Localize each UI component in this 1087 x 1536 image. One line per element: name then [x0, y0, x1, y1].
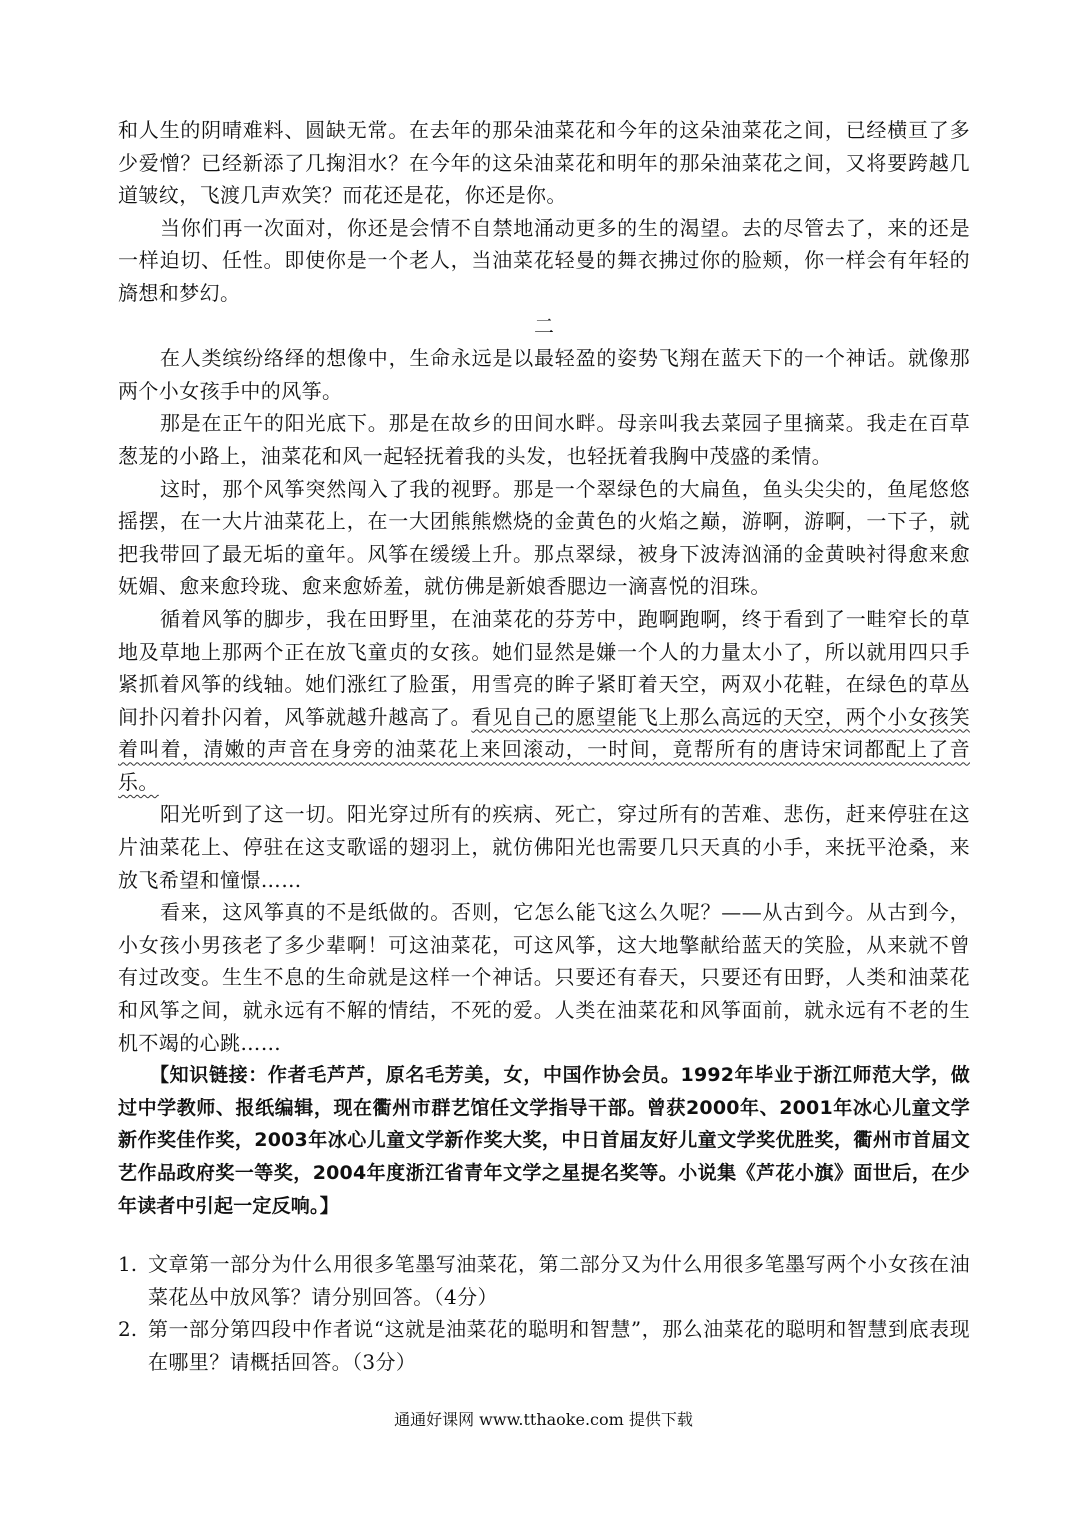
part-one-paragraph: 和人生的阴晴难料、圆缺无常。在去年的那朵油菜花和今年的这朵油菜花之间，已经横亘了多少爱憎？已经新添了几掬泪水？在今年的这朵油菜花和明年的那朵油菜花之间，又将要跨越几道皱纹，飞渡几声欢笑？而花还是花，你还是你。	[118, 118, 970, 208]
question-number: 2.	[118, 1317, 138, 1342]
question-number: 1.	[118, 1252, 138, 1277]
page-footer: 通通好课网 www.tthaoke.com 提供下载	[394, 1410, 693, 1429]
part-two-paragraph: 那是在正午的阳光底下。那是在故乡的田间水畔。母亲叫我去菜园子里摘菜。我走在百草葱茏的小路上，油菜花和风一起轻抚着我的头发，也轻抚着我胸中茂盛的柔情。	[118, 411, 970, 468]
knowledge-link: 【知识链接：作者毛芦芦，原名毛芳美，女，中国作协会员。1992年毕业于浙江师范大学，做过中学教师、报纸编辑，现在衢州市群艺馆任文学指导干部。曾获2000年、2001年冰心儿童文学新作奖佳作奖，2003年冰心儿童文学新作奖大奖，中日首届友好儿童文学奖优胜奖，衢州市首届文艺作品政府奖一等奖，2004年度浙江省青年文学之星提名奖等。小说集《芦花小旗》面世后，在少年读者中引起一定反响。】	[118, 1064, 970, 1217]
question-list	[118, 1248, 970, 1378]
question-item	[118, 1313, 970, 1378]
part-two-paragraph: 看来，这风筝真的不是纸做的。否则，它怎么能飞这么久呢？——从古到今。从古到今，小女孩小男孩老了多少辈啊！可这油菜花，可这风筝，这大地擎献给蓝天的笑脸，从来就不曾有过改变。生生不息的生命就是这样一个神话。只要还有春天，只要还有田野，人类和油菜花和风筝之间，就永远有不解的情结，不死的爱。人类在油菜花和风筝面前，就永远有不老的生机不竭的心跳……	[118, 900, 970, 1055]
question-text: 第一部分第四段中作者说“这就是油菜花的聪明和智慧”，那么油菜花的聪明和智慧到底表现在哪里？请概括回答。（3分）	[148, 1317, 970, 1374]
part-two-paragraph: 阳光听到了这一切。阳光穿过所有的疾病、死亡，穿过所有的苦难、悲伤，赶来停驻在这片油菜花上、停驻在这支歌谣的翅羽上，就仿佛阳光也需要几只天真的小手，来抚平沧桑，来放飞希望和憧憬……	[118, 802, 970, 892]
paragraph-text: 循着风筝的脚步，我在田野里，在油菜花的芬芳中，跑啊跑啊，终于看到了一畦窄长的草地及草地上那两个正在放飞童贞的女孩。她们显然是嫌一个人的力量太小了，所以就用四只手紧抓着风筝的线轴。她们涨红了脸蛋，用雪亮的眸子紧盯着天空，两双小花鞋，在绿色的草丛间扑闪着扑闪着，风筝就越升越高了。	[118, 606, 970, 729]
part-two-paragraph: 这时，那个风筝突然闯入了我的视野。那是一个翠绿色的大扁鱼，鱼头尖尖的，鱼尾悠悠摇摆，在一大片油菜花上，在一大团熊熊燃烧的金黄色的火焰之巅，游啊，游啊，一下子，就把我带回了最无垢的童年。风筝在缓缓上升。那点翠绿，被身下波涛汹涌的金黄映衬得愈来愈妩媚、愈来愈玲珑、愈来愈娇羞，就仿佛是新娘香腮边一滴喜悦的泪珠。	[118, 476, 970, 599]
question-item	[118, 1248, 970, 1313]
part-two-paragraph	[118, 603, 970, 799]
question-text: 文章第一部分为什么用很多笔墨写油菜花，第二部分又为什么用很多笔墨写两个小女孩在油菜花丛中放风筝？请分别回答。（4分）	[148, 1252, 970, 1309]
part-one-paragraph: 当你们再一次面对，你还是会情不自禁地涌动更多的生的渴望。去的尽管去了，来的还是一样迫切、任性。即使你是一个老人，当油菜花轻曼的舞衣拂过你的脸颊，你一样会有年轻的旖想和梦幻。	[118, 215, 970, 305]
part-two-paragraph: 在人类缤纷络绎的想像中，生命永远是以最轻盈的姿势飞翔在蓝天下的一个神话。就像那两个小女孩手中的风筝。	[118, 346, 970, 403]
underlined-sentence: 看见自己的愿望能飞上那么高远的天空，两个小女孩笑着叫着，清嫩的声音在身旁的油菜花上来回滚动，一时间，竟帮所有的唐诗宋词都配上了音乐。	[118, 704, 970, 794]
section-heading: 二	[534, 313, 554, 338]
document-page	[118, 114, 970, 1379]
